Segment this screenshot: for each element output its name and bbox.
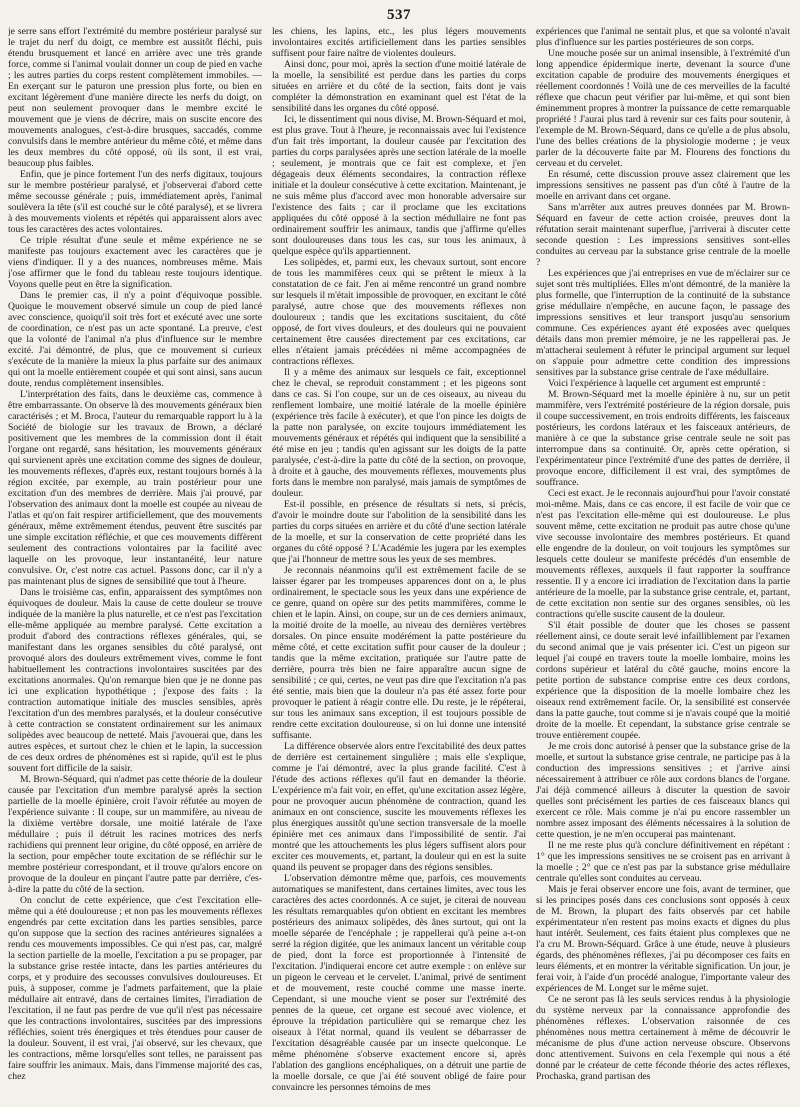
- paragraph: Est-il possible, en présence de résultats si nets, si précis, d'avoir le moindre doute sur l'abolition de la sensibilité dans les parties du corps situées en arrière et du côté d'une section latérale de la moelle, et sur la conservation de cette propriété dans les organes du côté opposé ? L'Académie les jugera par les exemples que j'ai l'honneur de mettre sous les yeux de ses membres.: [272, 499, 526, 565]
- paragraph: En résumé, cette discussion prouve assez clairement que les impressions sensitives ne passent pas d'un côté à l'autre de la moelle en arrivant dans cet organe.: [536, 169, 790, 202]
- paragraph: je serre sans effort l'extrémité du membre postérieur paralysé sur le trajet du nerf du doigt, ce membre est aussitôt fléchi, puis étendu brusquement et lancé en arrière avec une très grande force, comme si l'animal voulait donner un coup de pied en vache ; les autres parties du corps restent complètement immobiles. — En exerçant sur le paturon une pression plus forte, ou bien en excitant légèrement d'une manière directe les nerfs du doigt, on peut non seulement provoquer dans le membre excité le mouvement que je viens de décrire, mais on suscite encore des mouvements analogues, c'est-à-dire brusques, saccadés, comme convulsifs dans le membre antérieur du même côté, et même dans les deux membres du côté opposé, où ils sont, il est vrai, beaucoup plus faibles.: [8, 26, 262, 169]
- paragraph: Je me crois donc autorisé à penser que la substance grise de la moelle, et surtout la substance grise centrale, ne participe pas à la conduction des impressions sensitives ; et j'arrive ainsi nécessairement à attribuer ce rôle aux cordons blancs de l'organe. J'ai déjà commencé ailleurs à discuter la question de savoir quelles sont précisément les parties de ces faisceaux blancs qui exercent ce rôle. Mais comme je n'ai pu encore rassembler un nombre assez imposant des éléments nécessaires à la solution de cette question, je ne m'en occuperai pas maintenant.: [536, 741, 790, 840]
- paragraph: Je reconnais néanmoins qu'il est extrêmement facile de se laisser égarer par les trompeuses apparences dont on a, le plus ordinairement, le spectacle sous les yeux dans une expérience de ce genre, quand on opère sur des petits mammifères, comme le chien et le lapin. Ainsi, on coupe, sur un de ces derniers animaux, la moitié droite de la moelle, au niveau des dernières vertèbres dorsales. On pince ensuite modérément la patte postérieure du même côté, et cette excitation suffit pour causer de la douleur ; tandis que la même excitation, pratiquée sur l'autre patte de derrière, pourra très bien ne faire apparaître aucun signe de sensibilité ; ce qui, certes, ne veut pas dire que l'excitation n'a pas été sentie, mais bien que la douleur n'a pas été assez forte pour provoquer le patient à réagir contre elle. Du reste, je le répéterai, sur tous les animaux sans exception, il est toujours possible de rendre cette excitation douloureuse, si on lui donne une intensité suffisante.: [272, 565, 526, 741]
- paragraph: Ceci est exact. Je le reconnais aujourd'hui pour l'avoir constaté moi-même. Mais, dans ce cas encore, il est facile de voir que ce n'est pas l'excitation elle-même qui est douloureuse. Le plus souvent même, cette excitation ne produit pas autre chose qu'une vive secousse involontaire des membres postérieurs. Et quand elle engendre de la douleur, on voit toujours les symptômes sur lesquels cette douleur se manifeste précédés d'un ensemble de mouvements réflexes, auxquels il faut rapporter la souffrance ressentie. Il y a encore ici irradiation de l'excitation dans la partie antérieure de la moelle, par la substance grise centrale, et, partant, de cette excitation non sentie sur des organes sensibles, où les contractions qu'elle suscite causent de la douleur.: [536, 488, 790, 620]
- paragraph: Une mouche posée sur un animal insensible, à l'extrémité d'un long appendice épidermique inerte, devenant la source d'une excitation capable de produire des mouvements énergiques et réellement coordonnés ! Voilà une de ces merveilles de la faculté réflexe que chacun peut vérifier par lui-même, et qui sont bien éminemment propres à montrer la puissance de cette remarquable propriété ! J'aurai plus tard à revenir sur ces faits pour soutenir, à l'exemple de M. Brown-Séquard, dans ce qu'elle a de plus absolu, l'une des belles créations de la physiologie moderne ; je veux parler de la découverte faite par M. Flourens des fonctions du cerveau et du cervelet.: [536, 48, 790, 169]
- page-number: 537: [387, 7, 411, 23]
- paragraph: Mais je ferai observer encore une fois, avant de terminer, que si les principes posés dans ces conclusions sont opposés à ceux de M. Brown, la plupart des faits observés par cet habile expérimentateur n'en restent pas moins exacts et dignes du plus haut intérêt. Seulement, ces faits étaient plus complexes que ne l'a cru M. Brown-Séquard. Grâce à une étude, neuve à plusieurs égards, des phénomènes réflexes, j'ai pu décomposer ces faits en leurs éléments, et en montrer la véritable signification. Un jour, je ferai voir, à l'aide d'un procédé analogue, l'importante valeur des expériences de M. Longet sur le même sujet.: [536, 884, 790, 994]
- paragraph: L'observation démontre même que, parfois, ces mouvements automatiques se manifestent, dans certaines limites, avec tous les caractères des actes coordonnés. A ce sujet, je citerai de nouveau les résultats remarquables qu'on obtient en excitant les membres postérieurs des animaux solipèdes, dès ânes surtout, qui ont la moelle séparée de l'encéphale ; je rappellerai qu'à peine a-t-on serré la région digitée, que les animaux lancent un véritable coup de pied, dont la force est proportionnée à l'intensité de l'excitation. J'indiquerai encore cet autre exemple : on enlève sur un pigeon le cerveau et le cervelet. L'animal, privé de sentiment et de mouvement, reste couché comme une masse inerte. Cependant, si une mouche vient se poser sur l'extrémité des pennes de la queue, cet organe est secoué avec violence, et éprouve la trépidation particulière qui se remarque chez les oiseaux à l'état normal, quand ils veulent se débarrasser de l'excitation désagréable causée par un insecte quelconque. Le même phénomène s'observe exactement encore si, après l'ablation des ganglions encéphaliques, on a détruit une partie de la moelle dorsale, ce que j'ai été souvent obligé de faire pour convaincre les personnes témoins de mes: [272, 873, 526, 1093]
- paragraph: Ainsi donc, pour moi, après la section d'une moitié latérale de la moelle, la sensibilité est perdue dans les parties du corps situées en arrière et du côté de la section, faits dont je vais compléter la démonstration en examinant quel est l'état de la sensibilité dans les organes du côté opposé.: [272, 59, 526, 114]
- paragraph: S'il était possible de douter que les choses se passent réellement ainsi, ce doute serait levé infailliblement par l'examen du second animal que je vais présenter ici. C'est un pigeon sur lequel j'ai coupé en travers toute la moelle lombaire, moins les cordons supérieur et latéral du côté gauche, moins encore la petite portion de substance comprise entre ces deux cordons, expérience que la disposition de la moelle lombaire chez les oiseaux rend extrêmement facile. Or, la sensibilité est conservée dans la patte gauche, tout comme si je n'avais coupé que la moitié droite de la moelle. Et cependant, la substance grise centrale se trouve entièrement coupée.: [536, 620, 790, 741]
- paragraph: les chiens, les lapins, etc., les plus légers mouvements involontaires excités artificiellement dans les parties sensibles suffisent pour faire naître de violentes douleurs.: [272, 26, 526, 59]
- paragraph: expériences que l'animal ne sentait plus, et que sa volonté n'avait plus d'influence sur les parties postérieures de son corps.: [536, 26, 790, 48]
- paragraph: Il y a même des animaux sur lesquels ce fait, exceptionnel chez le cheval, se reproduit constamment ; et les pigeons sont dans ce cas. Si l'on coupe, sur un de ces oiseaux, au niveau du renflement lombaire, une moitié latérale de la moelle épinière (expérience très facile à exécuter), et que l'on pince les doigts de la patte non paralysée, on excite toujours immédiatement les mouvements généraux et répétés qui indiquent que la sensibilité a été mise en jeu ; tandis qu'en agissant sur les doigts de la patte paralysée, c'est-à-dire la patte du côté de la section, on provoque, à droite et à gauche, des mouvements réflexes, mouvements plus forts dans le membre non paralysé, mais jamais de symptômes de douleur.: [272, 367, 526, 499]
- paragraph: M. Brown-Séquard, qui n'admet pas cette théorie de la douleur causée par l'excitation d'un membre paralysé après la section partielle de la moelle épinière, croit l'avoir réfutée au moyen de l'expérience suivante : Il coupe, sur un mammifère, au niveau de la dixième vertèbre dorsale, une moitié latérale de l'axe médullaire ; puis il détruit les racines motrices des nerfs rachidiens qui prennent leur origine, du côté opposé, en arrière de la section, pour empêcher toute excitation de se réfléchir sur le membre postérieur correspondant, et il trouve qu'alors encore on provoque de la douleur en pinçant l'autre patte par derrière, c'es-à-dire la patte du côté de la section.: [8, 774, 262, 895]
- paragraph: Dans le premier cas, il n'y a point d'équivoque possible. Quoique le mouvement observé simule un coup de pied lancé avec conscience, quoiqu'il soit très fort et exécuté avec une sorte de coordination, ce n'est pas un acte spontané. La preuve, c'est que la volonté de l'animal n'a plus d'influence sur le membre excité. J'ai démontré, de plus, que ce mouvement si curieux s'exécute de la manière la mieux la plus parfaite sur des animaux qui ont la moelle entièrement coupée et qui sont ainsi, sans aucun doute, rendus complètement insensibles.: [8, 290, 262, 389]
- paragraph: La différence observée alors entre l'excitabilité des deux pattes de derrière est certainement singulière ; mais elle s'explique, comme je l'ai démontré, avec la plus grande facilité. C'est à l'étude des actions réflexes qu'il faut en demander la théorie. L'expérience m'a fait voir, en effet, qu'une excitation assez légère, pour ne provoquer aucun phénomène de contraction, quand les animaux en ont conscience, suscite les mouvements réflexes les plus énergiques aussitôt qu'une section transversale de la moelle épinière met ces animaux dans l'impossibilité de sentir. J'ai montré que les attouchements les plus légers suffisent alors pour exciter ces mouvements, et, partant, la douleur qui en est la suite quand ils peuvent se propager dans des régions sensibles.: [272, 741, 526, 873]
- page-header: [8, 4, 790, 26]
- paragraph: Ici, le dissentiment qui nous divise, M. Brown-Séquard et moi, est plus grave. Tout à l'heure, je reconnaissais avec lui l'existence d'un fait très important, la douleur causée par l'excitation des parties du corps paralysées après une section latérale de la moelle ; seulement, je montrais que ce fait est complexe, et j'en dégageais deux éléments secondaires, la contraction réflexe initiale et la douleur consécutive à cette excitation. Maintenant, je ne suis même plus d'accord avec mon honorable adversaire sur l'existence des faits ; car il proclame que les excitations appliquées du côté opposé à la section médullaire ne font pas ordinairement souffrir les animaux, tandis que j'affirme qu'elles sont douloureuses dans tous les cas, sur tous les animaux, à quelque espèce qu'ils appartiennent.: [272, 114, 526, 257]
- column-right: [536, 26, 790, 1096]
- paragraph: Ce triple résultat d'une seule et même expérience ne se manifeste pas toujours exactement avec les caractères que je viens d'indiquer. Il y a des nuances, nombreuses même. Mais j'ose affirmer que le fond du tableau reste toujours identique. Voyons quelle peut en être la signification.: [8, 235, 262, 290]
- paragraph: Ce ne seront pas là les seuls services rendus à la physiologie du système nerveux par la connaissance approfondie des phénomènes réflexes. L'observation raisonnée de ces phénomènes nous mettra certainement à même de découvrir le mécanisme de plus d'une action nerveuse obscure. Observons donc attentivement. Suivons en cela l'exemple qui nous a été donné par le créateur de cette féconde théorie des actes réflexes, Prochaska, grand partisan des: [536, 994, 790, 1082]
- paragraph: Enfin, que je pince fortement l'un des nerfs digitaux, toujours sur le membre postérieur paralysé, et j'observerai d'abord cette même secousse générale ; puis, immédiatement après, l'animal soulèvera la tête (s'il est couché sur le côté paralysé), et se livrera à des mouvements violents et répétés qui apparaissent alors avec tous les caractères des actes volontaires.: [8, 169, 262, 235]
- paragraph: Il ne me reste plus qu'à conclure définitivement en répétant : 1° que les impressions sensitives ne se croisent pas en arrivant à la moelle ; 2° que ce n'est pas par la substance grise médullaire centrale qu'elles sont conduites au cerveau.: [536, 840, 790, 884]
- paragraph: M. Brown-Séquard met la moelle épinière à nu, sur un petit mammifère, vers l'extrémité postérieure de la région dorsale, puis il coupe successivement, en trois endroits différents, les faisceaux postérieurs, les cordons latéraux et les faisceaux antérieurs, de manière à ce que la substance grise centrale seule ne soit pas interrompue dans sa continuité. Or, après cette opération, si l'expérimentateur pince l'extrémité d'une des pattes de derrière, il provoque encore, difficilement il est vrai, des symptômes de souffrance.: [536, 389, 790, 488]
- paragraph: Voici l'expérience à laquelle cet argument est emprunté :: [548, 378, 766, 389]
- column-middle: [272, 26, 526, 1096]
- paragraph: L'interprétation des faits, dans le deuxième cas, commence à être embarrassante. On observe là des mouvements généraux bien caractérisés ; et M. Broca, l'auteur du remarquable rapport lu à la Société de biologie sur les travaux de Brown, a déclaré positivement que les membres de la commission dont il était l'organe ont regardé, sans hésitation, les mouvements généraux qui survienent après une excitation comme des signes de douleur, les mouvements réflexes, d'après eux, restant toujours bornés à la région excitée, par exemple, au train postérieur pour une excitation d'un des membres de derrière. Mais j'ai prouvé, par l'observation des animaux dont la moelle est coupée au niveau de l'atlas et qu'on fait respirer artificiellement, que des mouvements généraux, même extrêmement étendus, peuvent être suscités par une simple excitation réfléchie, et que ces mouvements diffèrent seulement des contractions volontaires par la facilité avec laquelle on les provoque, leur instantanéité, leur nature convulsive. Or, c'est notre cas actuel. Passons donc, car il n'y a pas maintenant plus de signes de sensibilité que tout à l'heure.: [8, 389, 262, 587]
- paragraph: Les expériences que j'ai entreprises en vue de m'éclairer sur ce sujet sont très multipliées. Elles m'ont démontré, de la manière la plus formelle, que l'interruption de la continuité de la substance grise médullaire n'empêche, en aucune façon, le passage des impressions sensitives et leur transport jusqu'au sensorium commune. Ces expériences ayant été exposées avec quelques détails dans mon premier mémoire, je ne les rappellerai pas. Je m'attacherai seulement à réfuter le principal argument sur lequel on s'appuie pour admettre cette condition des impressions sensitives par la substance grise centrale de l'axe médullaire.: [536, 268, 790, 378]
- paragraph: Dans le troisième cas, enfin, apparaissent des symptômes non équivoques de douleur. Mais la cause de cette douleur se trouve indiquée de la manière la plus naturelle, et ce n'est pas l'excitation elle-même appliquée au membre paralysé. Cette excitation a produit d'abord des contractions réflexes générales, qui, se manifestant dans les organes sensibles du côté paralysé, ont provoqué alors des douleurs extrêmement vives, comme le font habituellement les contractions involontaires suscitées par des excitations anormales. Qu'on remarque bien que je ne donne pas ici une explication hypothétique ; j'expose des faits : la contraction automatique initiale des muscles sensibles, après l'excitation d'un des membres paralysés, et la douleur consécutive à cette contraction se constatent ordinairement sur les animaux solipèdes avec beaucoup de netteté. Mais j'avouerai que, dans les autres espèces, et surtout chez le chien et le lapin, la succession de ces deux ordres de phénomènes est si rapide, qu'il est le plus souvent fort difficile de la saisir.: [8, 587, 262, 774]
- paragraph: Les solipèdes, et, parmi eux, les chevaux surtout, sont encore de tous les mammifères ceux qui se prêtent le mieux à la constatation de ce fait. J'en ai même rencontré un grand nombre sur lesquels il m'était impossible de provoquer, en excitant le côté paralysé, autre chose que des mouvements réflexes non douloureux ; tandis que les excitations suscitaient, du côté opposé, de fort vives douleurs, et des douleurs qui ne pouvaient certainement être causées directement par ces excitations, car elles n'étaient jamais précédées ni même accompagnées de contractions réflexes.: [272, 257, 526, 367]
- text-columns: [8, 26, 790, 1096]
- column-left: [8, 26, 262, 1096]
- paragraph: Sans m'arrêter aux autres preuves données par M. Brown-Séquard en faveur de cette action croisée, preuves dont la réfutation serait maintenant superflue, j'arriverai à discuter cette seconde question : Les impressions sensitives sont-elles conduites au cerveau par la substance grise centrale de la moelle ?: [536, 202, 790, 268]
- paragraph: On conclut de cette expérience, que c'est l'excitation elle-même qui a été douloureuse ; et non pas les mouvements réflexes engendrés par cette excitation dans les parties sensibles, parce qu'on suppose que la section des racines antérieures signalées a rendu ces mouvements impossibles. Ce qui n'est pas, car, malgré la section partielle de la moelle, l'excitation a pu se propager, par la substance grise restée intacte, dans les parties antérieures du corps, et y produire des secousses convulsives douloureuses. Et puis, à supposer, comme je l'admets parfaitement, que la plaie médullaire ait entravé, dans de certaines limites, l'irradiation de l'excitation, il ne faut pas perdre de vue qu'il n'est pas nécessaire que les contractions involontaires, suscitées par des impressions réfléchies, soient très énergiques et très étendues pour causer de la douleur. Souvent, il est vrai, j'ai observé, sur les chevaux, que les contractions, même lorsqu'elles sont telles, ne paraissent pas faire souffrir les animaux. Mais, dans l'immense majorité des cas, chez: [8, 895, 262, 1082]
